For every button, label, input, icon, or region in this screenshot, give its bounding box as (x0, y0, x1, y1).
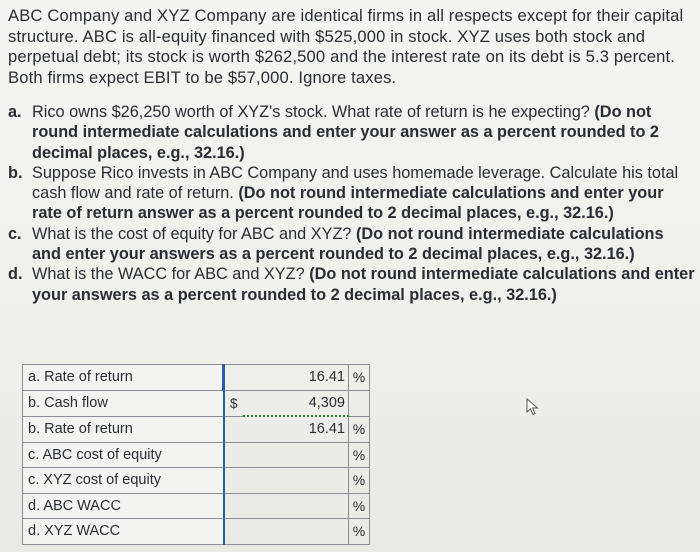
question-text: Rico owns $26,250 worth of XYZ's stock. What rate of return is he expecting? (32, 103, 590, 121)
question-instruction: (Do not round intermediate calculations and enter your answer as a percent rounded to 2 decimal places, e.g., 32.16.) (32, 103, 659, 162)
question-b (8, 163, 696, 224)
question-instruction: (Do not round intermediate calculations and enter your answers as a percent rounded to 2 decimal places, e.g., 32.16.) (32, 224, 664, 264)
question-a (8, 102, 696, 163)
table-row (23, 365, 370, 391)
percent-unit: % (349, 416, 370, 442)
question-text: What is the WACC for ABC and XYZ? (32, 265, 305, 284)
table-row (23, 416, 370, 442)
unit-cell (349, 390, 370, 416)
table-row (23, 519, 370, 545)
row-label: b. Rate of return (23, 416, 224, 442)
question-letter: b. (8, 163, 23, 182)
row-label: d. ABC WACC (23, 493, 224, 519)
answer-table (22, 364, 370, 545)
row-label: b. Cash flow (23, 390, 224, 416)
question-text: What is the cost of equity for ABC and XYZ? (32, 224, 352, 243)
table-row (23, 468, 370, 494)
xyz-cost-of-equity-input[interactable] (243, 468, 349, 494)
percent-unit: % (349, 519, 370, 545)
row-label: d. XYZ WACC (23, 519, 224, 545)
row-label: c. XYZ cost of equity (23, 468, 224, 494)
abc-wacc-input[interactable] (243, 493, 349, 519)
currency-symbol (224, 365, 244, 391)
currency-symbol (224, 493, 244, 519)
table-row (23, 390, 370, 416)
currency-symbol: $ (224, 390, 244, 416)
currency-symbol (224, 416, 244, 442)
rate-of-return-input[interactable]: 16.41 (243, 365, 349, 391)
question-list (8, 102, 696, 305)
row-label: c. ABC cost of equity (23, 442, 224, 468)
abc-cost-of-equity-input[interactable] (243, 442, 349, 468)
question-d (8, 264, 696, 305)
question-letter: a. (8, 103, 22, 121)
currency-symbol (224, 442, 244, 468)
homemade-rate-of-return-input[interactable]: 16.41 (243, 416, 349, 442)
cash-flow-input[interactable]: 4,309 (243, 390, 349, 416)
question-instruction: (Do not round intermediate calculations and enter your rate of return answer as a percent rounded to 2 decimal places, e.g., 32.16.) (32, 184, 664, 223)
percent-unit: % (349, 468, 370, 494)
percent-unit: % (349, 442, 370, 468)
currency-symbol (224, 468, 244, 494)
question-letter: d. (8, 265, 23, 284)
percent-unit: % (349, 493, 370, 519)
table-row (23, 442, 370, 468)
table-row (23, 493, 370, 519)
question-text: Suppose Rico invests in ABC Company and uses homemade leverage. Calculate his total cash flow and rate of return. (32, 163, 679, 203)
xyz-wacc-input[interactable] (243, 519, 349, 545)
question-instruction: (Do not round intermediate calculations and enter your answers as a percent rounded to 2 decimal places, e.g., 32.16.) (32, 265, 695, 304)
problem-statement: ABC Company and XYZ Company are identical firms in all respects except for their capital structure. ABC is all-equity financed with $525,000 in stock. XYZ uses both stock and perpetual debt; its stock is worth $262,500 and the interest rate on its debt is 5.3 percent. Both firms expect EBIT to be $57,000. Ignore taxes. (8, 6, 684, 87)
mouse-pointer-icon (525, 398, 541, 416)
percent-unit: % (349, 365, 370, 391)
question-letter: c. (8, 224, 22, 243)
currency-symbol (224, 519, 244, 545)
row-label: a. Rate of return (23, 365, 224, 391)
question-c (8, 224, 696, 265)
